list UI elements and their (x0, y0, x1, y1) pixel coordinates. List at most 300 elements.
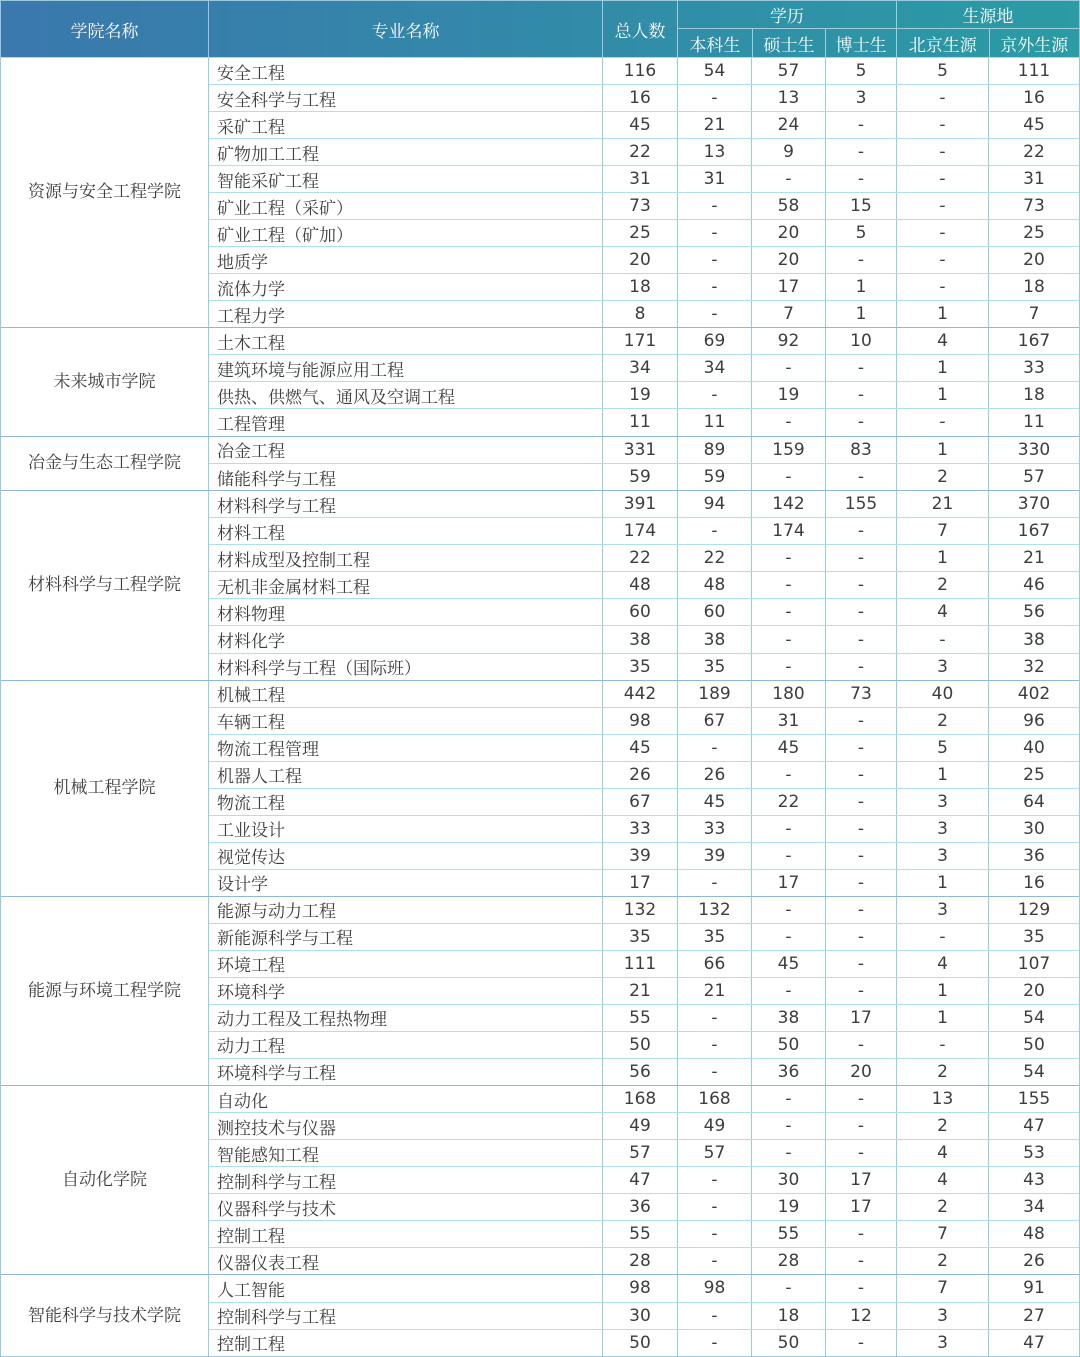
nonbeijing-cell: 27 (988, 1303, 1079, 1329)
master-cell: - (751, 355, 825, 381)
table-row (209, 978, 1079, 1005)
total-cell: 39 (602, 843, 677, 869)
master-cell: - (751, 843, 825, 869)
college-cell: 材料科学与工程学院 (28, 575, 181, 596)
beijing-cell: 3 (896, 816, 988, 842)
doctor-cell: - (825, 1330, 896, 1356)
master-cell: - (751, 545, 825, 571)
nonbeijing-cell: 56 (988, 599, 1079, 625)
nonbeijing-cell: 167 (988, 328, 1079, 354)
master-cell: 174 (751, 518, 825, 544)
beijing-cell: 2 (896, 1194, 988, 1220)
master-cell: - (751, 626, 825, 652)
table-row (209, 1330, 1079, 1356)
master-cell: 17 (751, 274, 825, 300)
doctor-cell: - (825, 897, 896, 923)
beijing-cell: - (896, 166, 988, 192)
master-cell: 50 (751, 1032, 825, 1058)
bachelor-cell: - (677, 518, 751, 544)
total-cell: 73 (602, 193, 677, 219)
major-cell: 物流工程管理 (217, 740, 319, 761)
doctor-cell: 5 (825, 58, 896, 84)
bachelor-cell: 35 (677, 924, 751, 950)
bachelor-cell: 94 (677, 491, 751, 517)
doctor-cell: 83 (825, 437, 896, 463)
total-cell: 67 (602, 789, 677, 815)
total-cell: 22 (602, 545, 677, 571)
bachelor-cell: 21 (677, 978, 751, 1004)
master-cell: 38 (751, 1005, 825, 1031)
major-cell: 设计学 (217, 875, 268, 896)
beijing-cell: 4 (896, 328, 988, 354)
nonbeijing-cell: 20 (988, 247, 1079, 273)
table-row (209, 112, 1079, 139)
beijing-cell: 4 (896, 599, 988, 625)
major-cell: 环境科学与工程 (217, 1064, 336, 1085)
major-rows (208, 681, 1079, 896)
table-row (209, 409, 1079, 435)
major-cell: 环境工程 (217, 956, 285, 977)
doctor-cell: - (825, 112, 896, 138)
bachelor-cell: - (677, 274, 751, 300)
total-cell: 16 (602, 85, 677, 111)
doctor-cell: - (825, 166, 896, 192)
doctor-cell: - (825, 816, 896, 842)
beijing-cell: 1 (896, 355, 988, 381)
master-cell: 24 (751, 112, 825, 138)
header-degree-subrow (678, 29, 896, 57)
total-cell: 18 (602, 274, 677, 300)
major-cell: 机器人工程 (217, 767, 302, 788)
nonbeijing-cell: 35 (988, 924, 1079, 950)
major-rows (208, 897, 1079, 1085)
major-cell: 机械工程 (217, 686, 285, 707)
bachelor-cell: 98 (677, 1275, 751, 1301)
bachelor-cell: 69 (677, 328, 751, 354)
table-row (209, 735, 1079, 762)
college-group (1, 1274, 1079, 1356)
nonbeijing-cell: 46 (988, 572, 1079, 598)
beijing-cell: 21 (896, 491, 988, 517)
college-cell: 机械工程学院 (53, 778, 156, 799)
master-cell: 19 (751, 382, 825, 408)
major-cell: 视觉传达 (217, 848, 285, 869)
beijing-cell: 1 (896, 382, 988, 408)
table-row (209, 897, 1079, 924)
total-cell: 442 (602, 681, 677, 707)
header-degree-label: 学历 (678, 1, 896, 29)
nonbeijing-cell: 25 (988, 220, 1079, 246)
bachelor-cell: 48 (677, 572, 751, 598)
master-cell: 57 (751, 58, 825, 84)
total-cell: 98 (602, 708, 677, 734)
table-row (209, 545, 1079, 572)
major-cell: 土木工程 (217, 333, 285, 354)
major-cell: 动力工程 (217, 1037, 285, 1058)
major-cell: 安全科学与工程 (217, 90, 336, 111)
total-cell: 33 (602, 816, 677, 842)
total-cell: 21 (602, 978, 677, 1004)
nonbeijing-cell: 167 (988, 518, 1079, 544)
table-row (209, 951, 1079, 978)
major-cell: 材料科学与工程 (217, 496, 336, 517)
table-row (209, 572, 1079, 599)
college-cell: 未来城市学院 (53, 371, 156, 392)
major-cell: 控制科学与工程 (217, 1172, 336, 1193)
major-cell: 矿业工程（矿加） (217, 225, 353, 246)
major-cell: 材料化学 (217, 632, 285, 652)
beijing-cell: - (896, 1032, 988, 1058)
table-row (209, 491, 1079, 518)
total-cell: 55 (602, 1005, 677, 1031)
total-cell: 35 (602, 924, 677, 950)
nonbeijing-cell: 370 (988, 491, 1079, 517)
beijing-cell: 1 (896, 301, 988, 327)
doctor-cell: 17 (825, 1167, 896, 1193)
nonbeijing-cell: 11 (988, 409, 1079, 435)
table-row (209, 382, 1079, 409)
nonbeijing-cell: 91 (988, 1275, 1079, 1301)
total-cell: 331 (602, 437, 677, 463)
table-row (209, 220, 1079, 247)
bachelor-cell: 13 (677, 139, 751, 165)
college-group (1, 436, 1079, 491)
total-cell: 48 (602, 572, 677, 598)
table-row (209, 1221, 1079, 1248)
doctor-cell: 20 (825, 1059, 896, 1085)
table-row (209, 193, 1079, 220)
college-group (1, 680, 1079, 896)
bachelor-cell: - (677, 1059, 751, 1085)
doctor-cell: 1 (825, 274, 896, 300)
college-cell: 冶金与生态工程学院 (28, 453, 181, 474)
bachelor-cell: 168 (677, 1086, 751, 1112)
table-row (209, 1140, 1079, 1167)
table-row (209, 654, 1079, 680)
beijing-cell: 5 (896, 58, 988, 84)
master-cell: - (751, 409, 825, 435)
bachelor-cell: 57 (677, 1140, 751, 1166)
master-cell: 142 (751, 491, 825, 517)
major-cell: 储能科学与工程 (217, 469, 336, 490)
major-cell: 供热、供燃气、通风及空调工程 (217, 387, 455, 408)
nonbeijing-cell: 54 (988, 1005, 1079, 1031)
bachelor-cell: - (677, 382, 751, 408)
total-cell: 391 (602, 491, 677, 517)
doctor-cell: - (825, 572, 896, 598)
major-cell: 矿业工程（采矿） (217, 198, 353, 219)
nonbeijing-cell: 20 (988, 978, 1079, 1004)
major-cell: 安全工程 (217, 63, 285, 84)
doctor-cell: 3 (825, 85, 896, 111)
total-cell: 38 (602, 626, 677, 652)
doctor-cell: 10 (825, 328, 896, 354)
nonbeijing-cell: 7 (988, 301, 1079, 327)
nonbeijing-cell: 26 (988, 1248, 1079, 1274)
header-origin-label: 生源地 (897, 1, 1079, 29)
total-cell: 59 (602, 464, 677, 490)
beijing-cell: 2 (896, 572, 988, 598)
college-cell: 智能科学与技术学院 (28, 1305, 181, 1326)
table-row (209, 464, 1079, 490)
nonbeijing-cell: 54 (988, 1059, 1079, 1085)
bachelor-cell: 34 (677, 355, 751, 381)
doctor-cell: - (825, 708, 896, 734)
total-cell: 55 (602, 1221, 677, 1247)
total-cell: 26 (602, 762, 677, 788)
total-cell: 132 (602, 897, 677, 923)
master-cell: 19 (751, 1194, 825, 1220)
doctor-cell: - (825, 1248, 896, 1274)
header-master: 硕士生 (752, 29, 826, 57)
nonbeijing-cell: 18 (988, 382, 1079, 408)
doctor-cell: 155 (825, 491, 896, 517)
total-cell: 49 (602, 1113, 677, 1139)
major-cell: 材料物理 (217, 604, 285, 625)
bachelor-cell: - (677, 85, 751, 111)
doctor-cell: - (825, 843, 896, 869)
major-cell: 物流工程 (217, 794, 285, 815)
master-cell: 36 (751, 1059, 825, 1085)
beijing-cell: - (896, 409, 988, 435)
doctor-cell: 17 (825, 1005, 896, 1031)
table-row (209, 599, 1079, 626)
nonbeijing-cell: 155 (988, 1086, 1079, 1112)
master-cell: 31 (751, 708, 825, 734)
doctor-cell: - (825, 870, 896, 896)
beijing-cell: 3 (896, 1330, 988, 1356)
beijing-cell: 2 (896, 708, 988, 734)
bachelor-cell: 59 (677, 464, 751, 490)
header-origin-subrow (897, 29, 1079, 57)
major-cell: 仪器仪表工程 (217, 1253, 319, 1274)
table-row (209, 1059, 1079, 1085)
beijing-cell: 1 (896, 762, 988, 788)
bachelor-cell: 39 (677, 843, 751, 869)
total-cell: 8 (602, 301, 677, 327)
beijing-cell: 3 (896, 654, 988, 680)
doctor-cell: - (825, 789, 896, 815)
bachelor-cell: 33 (677, 816, 751, 842)
master-cell: - (751, 572, 825, 598)
total-cell: 11 (602, 409, 677, 435)
master-cell: 20 (751, 220, 825, 246)
table-row (209, 1303, 1079, 1330)
college-group (1, 1085, 1079, 1274)
major-cell: 智能采矿工程 (217, 171, 319, 192)
major-rows (208, 491, 1079, 679)
major-cell: 地质学 (217, 252, 268, 273)
bachelor-cell: 38 (677, 626, 751, 652)
beijing-cell: - (896, 193, 988, 219)
table-row (209, 708, 1079, 735)
nonbeijing-cell: 45 (988, 112, 1079, 138)
master-cell: 9 (751, 139, 825, 165)
total-cell: 36 (602, 1194, 677, 1220)
total-cell: 50 (602, 1032, 677, 1058)
bachelor-cell: - (677, 1005, 751, 1031)
table-row (209, 762, 1079, 789)
master-cell: 92 (751, 328, 825, 354)
table-row (209, 437, 1079, 464)
nonbeijing-cell: 47 (988, 1330, 1079, 1356)
bachelor-cell: - (677, 247, 751, 273)
master-cell: - (751, 1086, 825, 1112)
major-cell: 流体力学 (217, 279, 285, 300)
beijing-cell: 1 (896, 870, 988, 896)
total-cell: 174 (602, 518, 677, 544)
major-cell: 材料科学与工程（国际班） (217, 659, 421, 680)
bachelor-cell: - (677, 301, 751, 327)
master-cell: - (751, 166, 825, 192)
master-cell: 30 (751, 1167, 825, 1193)
major-cell: 能源与动力工程 (217, 902, 336, 923)
major-cell: 智能感知工程 (217, 1145, 319, 1166)
total-cell: 98 (602, 1275, 677, 1301)
master-cell: - (751, 599, 825, 625)
total-cell: 57 (602, 1140, 677, 1166)
master-cell: 159 (751, 437, 825, 463)
bachelor-cell: - (677, 1330, 751, 1356)
doctor-cell: - (825, 518, 896, 544)
table-row (209, 870, 1079, 896)
nonbeijing-cell: 34 (988, 1194, 1079, 1220)
major-cell: 控制科学与工程 (217, 1308, 336, 1329)
beijing-cell: 2 (896, 1113, 988, 1139)
master-cell: - (751, 762, 825, 788)
beijing-cell: 1 (896, 978, 988, 1004)
bachelor-cell: - (677, 1221, 751, 1247)
major-cell: 动力工程及工程热物理 (217, 1010, 387, 1031)
nonbeijing-cell: 25 (988, 762, 1079, 788)
table-row (209, 355, 1079, 382)
beijing-cell: - (896, 139, 988, 165)
total-cell: 34 (602, 355, 677, 381)
bachelor-cell: - (677, 1248, 751, 1274)
beijing-cell: - (896, 626, 988, 652)
total-cell: 45 (602, 735, 677, 761)
nonbeijing-cell: 53 (988, 1140, 1079, 1166)
header-total: 总人数 (602, 1, 677, 57)
beijing-cell: - (896, 220, 988, 246)
table-row (209, 166, 1079, 193)
master-cell: 20 (751, 247, 825, 273)
major-cell: 工业设计 (217, 821, 285, 842)
doctor-cell: 1 (825, 301, 896, 327)
doctor-cell: - (825, 951, 896, 977)
major-rows (208, 58, 1079, 327)
master-cell: - (751, 816, 825, 842)
table-row (209, 681, 1079, 708)
nonbeijing-cell: 107 (988, 951, 1079, 977)
table-row (209, 58, 1079, 85)
master-cell: 180 (751, 681, 825, 707)
nonbeijing-cell: 57 (988, 464, 1079, 490)
doctor-cell: - (825, 654, 896, 680)
total-cell: 50 (602, 1330, 677, 1356)
bachelor-cell: 66 (677, 951, 751, 977)
master-cell: - (751, 897, 825, 923)
header-beijing: 北京生源 (908, 35, 977, 56)
master-cell: 58 (751, 193, 825, 219)
table-row (209, 328, 1079, 355)
doctor-cell: - (825, 735, 896, 761)
beijing-cell: 4 (896, 951, 988, 977)
master-cell: 18 (751, 1303, 825, 1329)
nonbeijing-cell: 129 (988, 897, 1079, 923)
total-cell: 20 (602, 247, 677, 273)
master-cell: 45 (751, 735, 825, 761)
nonbeijing-cell: 40 (988, 735, 1079, 761)
table-row (209, 1005, 1079, 1032)
college-cell: 资源与安全工程学院 (28, 182, 181, 203)
major-cell: 工程力学 (217, 306, 285, 327)
beijing-cell: 2 (896, 1248, 988, 1274)
bachelor-cell: 11 (677, 409, 751, 435)
master-cell: 17 (751, 870, 825, 896)
major-cell: 冶金工程 (217, 442, 285, 463)
nonbeijing-cell: 38 (988, 626, 1079, 652)
master-cell: - (751, 1140, 825, 1166)
doctor-cell: - (825, 139, 896, 165)
major-rows (208, 1275, 1079, 1356)
major-cell: 无机非金属材料工程 (217, 577, 370, 598)
table-header (1, 1, 1079, 58)
beijing-cell: - (896, 112, 988, 138)
table-body (1, 58, 1079, 1356)
beijing-cell: - (896, 85, 988, 111)
bachelor-cell: 21 (677, 112, 751, 138)
beijing-cell: - (896, 247, 988, 273)
bachelor-cell: - (677, 1167, 751, 1193)
total-cell: 45 (602, 112, 677, 138)
master-cell: 45 (751, 951, 825, 977)
master-cell: 22 (751, 789, 825, 815)
beijing-cell: 5 (896, 735, 988, 761)
beijing-cell: - (896, 924, 988, 950)
doctor-cell: - (825, 1140, 896, 1166)
doctor-cell: 5 (825, 220, 896, 246)
total-cell: 22 (602, 139, 677, 165)
header-college: 学院名称 (70, 21, 139, 42)
total-cell: 56 (602, 1059, 677, 1085)
doctor-cell: - (825, 247, 896, 273)
doctor-cell: - (825, 464, 896, 490)
master-cell: - (751, 1113, 825, 1139)
doctor-cell: - (825, 978, 896, 1004)
doctor-cell: - (825, 545, 896, 571)
major-cell: 材料成型及控制工程 (217, 550, 370, 571)
bachelor-cell: 60 (677, 599, 751, 625)
header-major: 专业名称 (208, 1, 602, 57)
major-cell: 车辆工程 (217, 713, 285, 734)
master-cell: - (751, 464, 825, 490)
nonbeijing-cell: 31 (988, 166, 1079, 192)
master-cell: - (751, 978, 825, 1004)
doctor-cell: - (825, 1113, 896, 1139)
beijing-cell: - (896, 274, 988, 300)
bachelor-cell: - (677, 735, 751, 761)
table-row (209, 1194, 1079, 1221)
doctor-cell: 12 (825, 1303, 896, 1329)
nonbeijing-cell: 111 (988, 58, 1079, 84)
beijing-cell: 4 (896, 1167, 988, 1193)
bachelor-cell: - (677, 1194, 751, 1220)
header-bachelor: 本科生 (689, 35, 741, 56)
nonbeijing-cell: 18 (988, 274, 1079, 300)
major-cell: 测控技术与仪器 (217, 1118, 336, 1139)
total-cell: 116 (602, 58, 677, 84)
